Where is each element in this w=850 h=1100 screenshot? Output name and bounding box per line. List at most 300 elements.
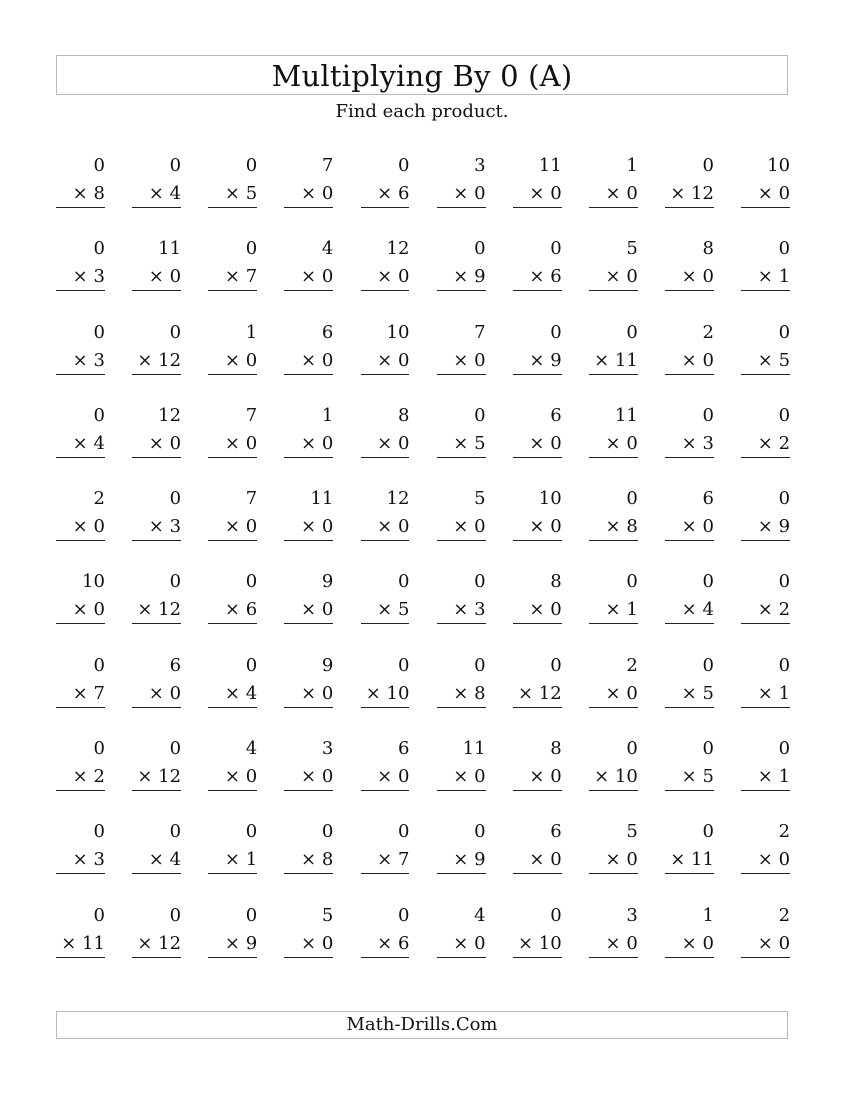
multiplicand: 0 — [169, 904, 182, 926]
multiplicand: 0 — [702, 654, 714, 676]
problem — [208, 485, 257, 568]
multiplicand: 8 — [550, 738, 562, 760]
problem — [589, 902, 638, 985]
multiplier: × 1 — [741, 763, 790, 791]
multiplier: × 5 — [208, 180, 257, 208]
multiplicand: 4 — [245, 738, 258, 760]
multiplier: × 0 — [437, 763, 486, 791]
problem — [208, 319, 257, 402]
problem — [56, 319, 105, 402]
multiplier: × 12 — [132, 930, 181, 958]
problem — [513, 818, 562, 901]
problem — [56, 402, 105, 485]
problem — [361, 652, 410, 735]
multiplicand: 5 — [474, 488, 486, 510]
problem — [589, 152, 638, 235]
problem-row — [56, 235, 790, 318]
multiplier: × 0 — [361, 763, 410, 791]
multiplier: × 0 — [665, 513, 714, 541]
problem — [208, 235, 257, 318]
multiplicand: 7 — [245, 488, 258, 510]
problem — [284, 402, 333, 485]
multiplier: × 5 — [361, 596, 410, 624]
multiplier: × 8 — [284, 846, 333, 874]
multiplicand: 10 — [386, 321, 410, 343]
multiplier: × 7 — [56, 680, 105, 708]
multiplicand: 0 — [778, 321, 791, 343]
multiplier: × 9 — [437, 263, 486, 291]
multiplier: × 4 — [132, 180, 181, 208]
multiplicand: 0 — [778, 404, 791, 426]
multiplier: × 0 — [589, 846, 638, 874]
multiplier: × 0 — [208, 513, 257, 541]
footer-text: Math-Drills.Com — [346, 1014, 498, 1035]
problem — [208, 402, 257, 485]
multiplier: × 12 — [665, 180, 714, 208]
multiplicand: 1 — [245, 321, 258, 343]
problem — [132, 319, 181, 402]
multiplicand: 7 — [245, 404, 258, 426]
multiplicand: 6 — [397, 738, 410, 760]
problem — [741, 902, 790, 985]
multiplier: × 0 — [589, 180, 638, 208]
multiplier: × 0 — [665, 347, 714, 375]
problem — [741, 402, 790, 485]
multiplier: × 3 — [56, 347, 105, 375]
problem — [741, 568, 790, 651]
problem — [665, 902, 714, 985]
problem — [132, 902, 181, 985]
multiplier: × 12 — [132, 347, 181, 375]
multiplicand: 6 — [702, 488, 714, 510]
problem — [437, 902, 486, 985]
problem — [361, 235, 410, 318]
multiplier: × 9 — [208, 930, 257, 958]
problem — [513, 568, 562, 651]
problem — [741, 152, 790, 235]
multiplier: × 0 — [741, 930, 790, 958]
multiplicand: 2 — [626, 654, 638, 676]
multiplier: × 0 — [132, 430, 181, 458]
problem — [132, 235, 181, 318]
problem — [665, 152, 714, 235]
multiplicand: 0 — [93, 238, 105, 260]
multiplier: × 0 — [132, 680, 181, 708]
multiplicand: 0 — [397, 654, 410, 676]
problem — [589, 568, 638, 651]
multiplicand: 0 — [321, 821, 334, 843]
problem — [208, 902, 257, 985]
multiplier: × 8 — [56, 180, 105, 208]
problem — [665, 568, 714, 651]
problem — [208, 568, 257, 651]
multiplicand: 12 — [386, 488, 410, 510]
multiplier: × 0 — [284, 930, 333, 958]
multiplier: × 11 — [665, 846, 714, 874]
problem — [56, 568, 105, 651]
multiplier: × 5 — [437, 430, 486, 458]
multiplicand: 0 — [397, 571, 410, 593]
multiplicand: 3 — [626, 904, 638, 926]
problem — [665, 235, 714, 318]
multiplicand: 10 — [767, 155, 791, 176]
multiplier: × 0 — [513, 513, 562, 541]
problem — [56, 152, 105, 235]
problem — [665, 485, 714, 568]
multiplier: × 5 — [741, 347, 790, 375]
multiplier: × 2 — [56, 763, 105, 791]
multiplicand: 0 — [169, 738, 182, 760]
multiplicand: 7 — [474, 321, 486, 343]
problem — [284, 319, 333, 402]
multiplier: × 3 — [132, 513, 181, 541]
multiplicand: 1 — [626, 155, 638, 176]
multiplier: × 0 — [361, 263, 410, 291]
multiplier: × 4 — [56, 430, 105, 458]
problem — [513, 235, 562, 318]
problem — [437, 735, 486, 818]
multiplicand: 0 — [245, 238, 258, 260]
multiplier: × 10 — [361, 680, 410, 708]
multiplicand: 0 — [245, 904, 258, 926]
multiplicand: 0 — [169, 488, 182, 510]
problem — [132, 485, 181, 568]
problem — [437, 485, 486, 568]
problem — [361, 319, 410, 402]
multiplicand: 6 — [550, 404, 562, 426]
multiplier: × 11 — [56, 930, 105, 958]
multiplier: × 2 — [741, 596, 790, 624]
multiplicand: 3 — [321, 738, 334, 760]
multiplier: × 5 — [665, 763, 714, 791]
multiplicand: 0 — [626, 488, 638, 510]
multiplier: × 6 — [513, 263, 562, 291]
multiplicand: 0 — [778, 738, 791, 760]
problem-row — [56, 652, 790, 735]
problem — [284, 652, 333, 735]
multiplier: × 8 — [589, 513, 638, 541]
multiplier: × 3 — [665, 430, 714, 458]
multiplier: × 0 — [284, 680, 333, 708]
multiplicand: 6 — [550, 821, 562, 843]
multiplicand: 0 — [778, 571, 791, 593]
problem — [361, 152, 410, 235]
multiplicand: 0 — [778, 654, 791, 676]
multiplicand: 0 — [93, 821, 105, 843]
multiplicand: 0 — [245, 821, 258, 843]
problem — [361, 902, 410, 985]
multiplier: × 0 — [284, 347, 333, 375]
problem — [284, 902, 333, 985]
multiplier: × 0 — [589, 680, 638, 708]
multiplier: × 0 — [284, 263, 333, 291]
multiplier: × 0 — [741, 846, 790, 874]
multiplier: × 0 — [56, 513, 105, 541]
multiplicand: 0 — [169, 155, 182, 176]
problem — [56, 735, 105, 818]
multiplicand: 10 — [538, 488, 562, 510]
problem — [741, 485, 790, 568]
multiplier: × 0 — [437, 347, 486, 375]
multiplier: × 11 — [589, 347, 638, 375]
multiplier: × 0 — [437, 930, 486, 958]
multiplicand: 0 — [245, 654, 258, 676]
problem — [132, 152, 181, 235]
multiplier: × 0 — [589, 430, 638, 458]
problem — [589, 402, 638, 485]
multiplicand: 12 — [386, 238, 410, 260]
multiplicand: 0 — [397, 155, 410, 176]
multiplicand: 0 — [245, 571, 258, 593]
multiplicand: 0 — [397, 904, 410, 926]
multiplicand: 8 — [550, 571, 562, 593]
problem — [132, 402, 181, 485]
page-title: Multiplying By 0 (A) — [271, 59, 573, 93]
multiplier: × 3 — [437, 596, 486, 624]
problem — [665, 652, 714, 735]
multiplicand: 9 — [321, 571, 334, 593]
multiplier: × 2 — [741, 430, 790, 458]
multiplicand: 0 — [474, 654, 486, 676]
multiplicand: 6 — [321, 321, 334, 343]
problem — [437, 235, 486, 318]
footer-box — [56, 1011, 788, 1039]
problem — [284, 235, 333, 318]
multiplicand: 0 — [550, 654, 562, 676]
problem — [208, 152, 257, 235]
multiplier: × 0 — [513, 846, 562, 874]
problem — [665, 818, 714, 901]
multiplier: × 0 — [132, 263, 181, 291]
multiplier: × 1 — [208, 846, 257, 874]
multiplicand: 11 — [158, 238, 182, 260]
multiplicand: 6 — [169, 654, 182, 676]
problem-row — [56, 568, 790, 651]
problem — [56, 235, 105, 318]
multiplier: × 0 — [437, 180, 486, 208]
multiplier: × 4 — [665, 596, 714, 624]
problem — [437, 152, 486, 235]
multiplicand: 1 — [702, 904, 714, 926]
multiplier: × 0 — [208, 430, 257, 458]
multiplicand: 0 — [93, 738, 105, 760]
problem — [741, 818, 790, 901]
problem — [132, 652, 181, 735]
multiplicand: 2 — [93, 488, 105, 510]
multiplier: × 0 — [208, 347, 257, 375]
multiplier: × 0 — [513, 763, 562, 791]
multiplicand: 12 — [158, 404, 182, 426]
multiplier: × 7 — [361, 846, 410, 874]
problem — [56, 818, 105, 901]
problem — [665, 319, 714, 402]
multiplier: × 6 — [208, 596, 257, 624]
multiplicand: 11 — [538, 155, 562, 176]
multiplier: × 0 — [56, 596, 105, 624]
problem — [132, 818, 181, 901]
multiplicand: 3 — [474, 155, 486, 176]
problem — [437, 319, 486, 402]
multiplicand: 0 — [397, 821, 410, 843]
problem-row — [56, 485, 790, 568]
multiplicand: 0 — [169, 821, 182, 843]
problem — [741, 319, 790, 402]
multiplicand: 1 — [321, 404, 334, 426]
problem — [284, 735, 333, 818]
multiplicand: 0 — [778, 488, 791, 510]
multiplier: × 0 — [284, 180, 333, 208]
problem — [513, 735, 562, 818]
multiplier: × 1 — [741, 680, 790, 708]
multiplicand: 4 — [321, 238, 334, 260]
multiplier: × 1 — [589, 596, 638, 624]
problem — [132, 735, 181, 818]
multiplicand: 0 — [93, 321, 105, 343]
multiplicand: 0 — [474, 238, 486, 260]
multiplier: × 0 — [665, 263, 714, 291]
problem — [741, 235, 790, 318]
multiplier: × 8 — [437, 680, 486, 708]
problem — [437, 402, 486, 485]
problem — [589, 319, 638, 402]
problem — [361, 735, 410, 818]
multiplier: × 10 — [589, 763, 638, 791]
multiplicand: 2 — [778, 821, 791, 843]
multiplicand: 5 — [626, 238, 638, 260]
multiplicand: 0 — [169, 571, 182, 593]
problem — [513, 402, 562, 485]
problem — [741, 652, 790, 735]
multiplier: × 0 — [437, 513, 486, 541]
multiplier: × 0 — [361, 347, 410, 375]
problem — [665, 735, 714, 818]
multiplicand: 5 — [321, 904, 334, 926]
multiplicand: 0 — [702, 821, 714, 843]
problem — [361, 818, 410, 901]
multiplicand: 0 — [626, 571, 638, 593]
problem — [361, 568, 410, 651]
multiplier: × 4 — [132, 846, 181, 874]
multiplier: × 12 — [513, 680, 562, 708]
problem — [513, 485, 562, 568]
multiplicand: 5 — [626, 821, 638, 843]
instructions: Find each product. — [335, 101, 509, 122]
multiplicand: 8 — [702, 238, 714, 260]
multiplier: × 5 — [665, 680, 714, 708]
problem — [437, 818, 486, 901]
multiplicand: 0 — [778, 238, 791, 260]
multiplier: × 12 — [132, 763, 181, 791]
problem — [589, 652, 638, 735]
problem — [513, 902, 562, 985]
multiplier: × 0 — [361, 513, 410, 541]
multiplicand: 0 — [474, 571, 486, 593]
problem — [284, 152, 333, 235]
multiplier: × 0 — [208, 763, 257, 791]
problem — [208, 818, 257, 901]
multiplier: × 4 — [208, 680, 257, 708]
multiplicand: 2 — [778, 904, 791, 926]
problem — [589, 735, 638, 818]
multiplicand: 0 — [626, 738, 638, 760]
multiplicand: 9 — [321, 654, 334, 676]
multiplier: × 0 — [513, 180, 562, 208]
problem-row — [56, 319, 790, 402]
problem — [513, 319, 562, 402]
multiplier: × 9 — [513, 347, 562, 375]
problem — [589, 818, 638, 901]
multiplicand: 0 — [93, 654, 105, 676]
multiplicand: 7 — [321, 155, 334, 176]
multiplicand: 8 — [397, 404, 410, 426]
multiplicand: 0 — [626, 321, 638, 343]
problem-row — [56, 735, 790, 818]
multiplicand: 10 — [82, 571, 105, 593]
multiplicand: 0 — [93, 155, 105, 176]
multiplier: × 0 — [589, 930, 638, 958]
problem — [589, 235, 638, 318]
multiplicand: 0 — [245, 155, 258, 176]
problem-row — [56, 152, 790, 235]
problem-grid — [56, 152, 790, 985]
problem — [56, 652, 105, 735]
multiplier: × 0 — [589, 263, 638, 291]
multiplier: × 0 — [513, 430, 562, 458]
multiplicand: 0 — [702, 738, 714, 760]
problem-row — [56, 818, 790, 901]
problem — [56, 485, 105, 568]
problem — [513, 152, 562, 235]
multiplier: × 9 — [741, 513, 790, 541]
problem — [741, 735, 790, 818]
problem — [284, 568, 333, 651]
multiplicand: 0 — [550, 904, 562, 926]
problem — [589, 485, 638, 568]
multiplier: × 1 — [741, 263, 790, 291]
multiplicand: 0 — [474, 404, 486, 426]
problem — [56, 902, 105, 985]
multiplier: × 0 — [284, 763, 333, 791]
multiplicand: 11 — [462, 738, 486, 760]
problem — [665, 402, 714, 485]
multiplicand: 0 — [702, 571, 714, 593]
multiplicand: 0 — [169, 321, 182, 343]
multiplicand: 11 — [614, 404, 638, 426]
multiplicand: 4 — [474, 904, 486, 926]
problem-row — [56, 902, 790, 985]
multiplier: × 0 — [284, 513, 333, 541]
multiplicand: 0 — [474, 821, 486, 843]
problem — [284, 485, 333, 568]
multiplier: × 6 — [361, 180, 410, 208]
multiplier: × 12 — [132, 596, 181, 624]
problem — [208, 652, 257, 735]
multiplicand: 11 — [310, 488, 334, 510]
problem — [284, 818, 333, 901]
problem — [513, 652, 562, 735]
problem — [361, 402, 410, 485]
problem — [132, 568, 181, 651]
multiplicand: 0 — [550, 321, 562, 343]
multiplicand: 0 — [93, 904, 105, 926]
multiplier: × 3 — [56, 846, 105, 874]
multiplicand: 0 — [93, 404, 105, 426]
multiplicand: 2 — [702, 321, 714, 343]
multiplier: × 0 — [665, 930, 714, 958]
problem-row — [56, 402, 790, 485]
multiplicand: 0 — [550, 238, 562, 260]
problem — [437, 568, 486, 651]
